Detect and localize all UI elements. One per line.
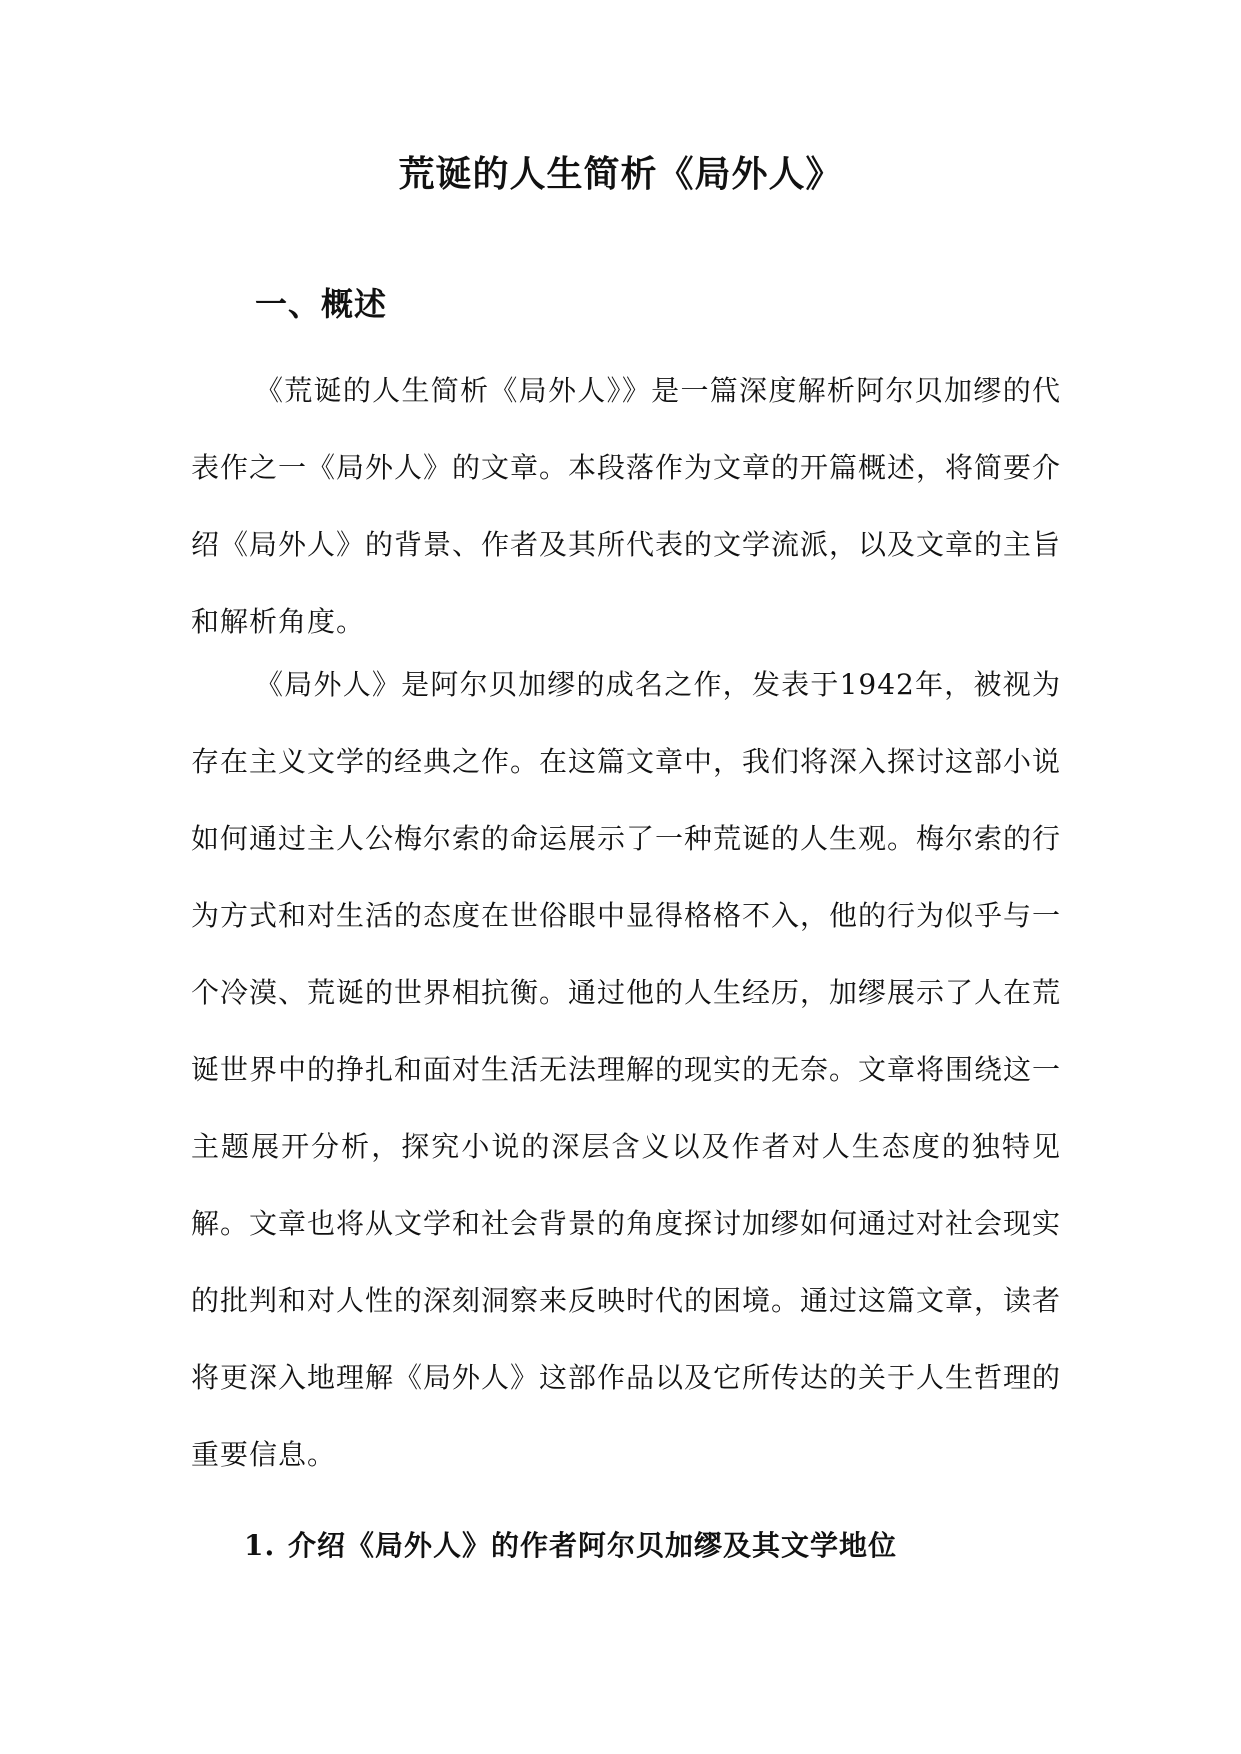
subsection-number: 1. <box>244 1529 276 1562</box>
section-heading-overview: 一、概述 <box>255 285 388 323</box>
subsection-title: 介绍《局外人》的作者阿尔贝加缪及其文学地位 <box>288 1529 898 1562</box>
document-title: 荒诞的人生简析《局外人》 <box>398 153 843 195</box>
subsection-heading <box>244 1524 897 1568</box>
paragraph-background: 《局外人》是阿尔贝加缪的成名之作，发表于1942年，被视为存在主义文学的经典之作。在这篇文章中，我们将深入探讨这部小说如何通过主人公梅尔索的命运展示了一种荒诞的人生观。梅尔索的行为方式和对生活的态度在世俗眼中显得格格不入，他的行为似乎与一个冷漠、荒诞的世界相抗衡。通过他的人生经历，加缪展示了人在荒诞世界中的挣扎和面对生活无法理解的现实的无奈。文章将围绕这一主题展开分析，探究小说的深层含义以及作者对人生态度的独特见解。文章也将从文学和社会背景的角度探讨加缪如何通过对社会现实的批判和对人性的深刻洞察来反映时代的困境。通过这篇文章，读者将更深入地理解《局外人》这部作品以及它所传达的关于人生哲理的重要信息。 <box>191 668 1062 1471</box>
paragraph-intro: 《荒诞的人生简析《局外人》》是一篇深度解析阿尔贝加缪的代表作之一《局外人》的文章。本段落作为文章的开篇概述，将简要介绍《局外人》的背景、作者及其所代表的文学流派，以及文章的主旨和解析角度。 <box>191 374 1062 638</box>
